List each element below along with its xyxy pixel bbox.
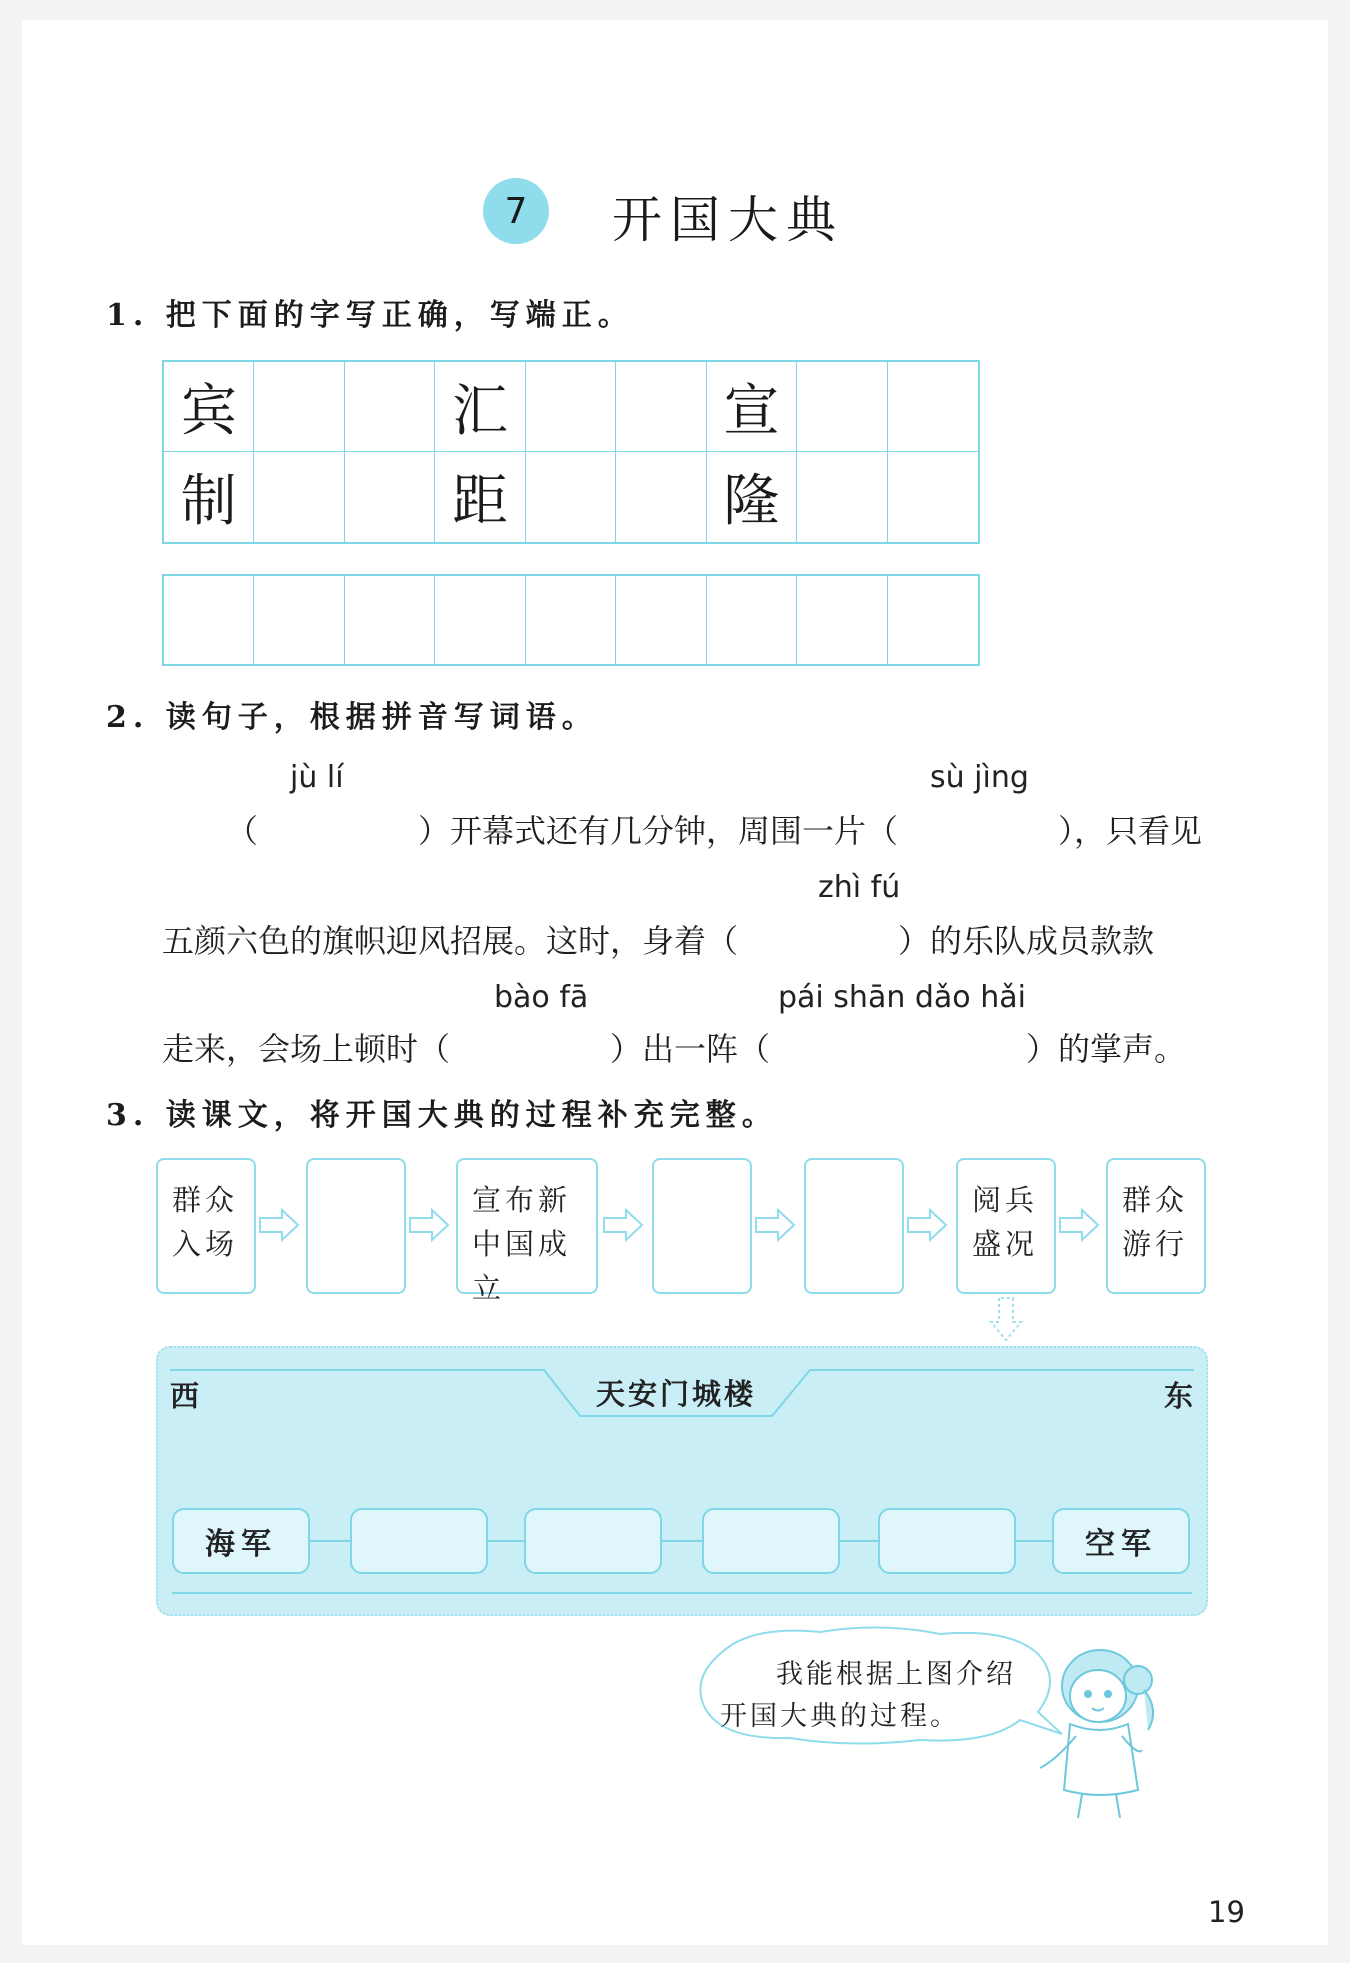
direction-west: 西 — [170, 1379, 200, 1413]
sentence-line-1: （ ）开幕式还有几分钟，周围一片（ ），只看见 — [226, 812, 1203, 850]
pinyin-baofa: bào fā — [494, 980, 589, 1015]
writing-cell[interactable] — [616, 576, 706, 664]
question-1-title: 1. 把下面的字写正确，写端正。 — [106, 298, 634, 333]
writing-cell[interactable] — [797, 452, 887, 542]
writing-cell[interactable] — [888, 452, 978, 542]
writing-cell[interactable] — [888, 576, 978, 664]
writing-cell[interactable] — [616, 452, 706, 542]
arrow-right-icon — [600, 1206, 646, 1244]
writing-cell[interactable] — [254, 362, 344, 452]
writing-cell[interactable] — [526, 452, 616, 542]
writing-cell[interactable] — [435, 576, 525, 664]
sentence-line-3: 走来，会场上顿时（ ）出一阵（ ）的掌声。 — [162, 1030, 1187, 1068]
arrow-right-icon — [406, 1206, 452, 1244]
grid-char-bin: 宾 — [164, 362, 254, 452]
writing-cell[interactable] — [345, 362, 435, 452]
unit-air-force: 空军 — [1052, 1508, 1190, 1574]
bubble-line-2: 开国大典的过程。 — [720, 1701, 960, 1732]
road-line — [172, 1590, 1192, 1596]
lesson-title: 开国大典 — [612, 191, 844, 249]
step-blank-3[interactable] — [804, 1158, 904, 1294]
lesson-number: 7 — [504, 190, 528, 232]
question-3-title: 3. 读课文，将开国大典的过程补充完整。 — [106, 1098, 778, 1133]
step-blank-2[interactable] — [652, 1158, 752, 1294]
grid-char-ju: 距 — [435, 452, 525, 542]
writing-cell[interactable] — [254, 452, 344, 542]
step-military-parade: 阅兵盛况 — [956, 1158, 1056, 1294]
writing-cell[interactable] — [526, 362, 616, 452]
writing-cell[interactable] — [164, 576, 254, 664]
arrow-right-icon — [256, 1206, 302, 1244]
lesson-number-badge — [483, 178, 549, 244]
arrow-right-icon — [752, 1206, 798, 1244]
step-blank-1[interactable] — [306, 1158, 406, 1294]
writing-cell[interactable] — [345, 576, 435, 664]
writing-cell[interactable] — [888, 362, 978, 452]
direction-east: 东 — [1164, 1379, 1194, 1413]
pinyin-sujing: sù jìng — [930, 760, 1029, 795]
arrow-right-icon — [1056, 1206, 1102, 1244]
writing-cell[interactable] — [526, 576, 616, 664]
bubble-line-1: 我能根据上图介绍 — [776, 1659, 1016, 1690]
writing-cell[interactable] — [254, 576, 344, 664]
character-practice-grid — [162, 360, 980, 544]
question-2-title: 2. 读句子，根据拼音写词语。 — [106, 700, 598, 735]
writing-cell[interactable] — [616, 362, 706, 452]
grid-char-zhi: 制 — [164, 452, 254, 542]
writing-cell[interactable] — [797, 576, 887, 664]
pinyin-juli: jù lí — [290, 760, 344, 795]
arrow-down-icon — [986, 1296, 1026, 1344]
unit-blank-3[interactable] — [702, 1508, 840, 1574]
grid-char-long: 隆 — [707, 452, 797, 542]
pinyin-zhifu: zhì fú — [818, 870, 901, 905]
unit-blank-1[interactable] — [350, 1508, 488, 1574]
step-crowd-enters: 群众入场 — [156, 1158, 256, 1294]
page-number: 19 — [1208, 1895, 1245, 1929]
blank-writing-grid — [162, 574, 980, 666]
unit-blank-4[interactable] — [878, 1508, 1016, 1574]
grid-char-xuan: 宣 — [707, 362, 797, 452]
unit-blank-2[interactable] — [524, 1508, 662, 1574]
step-founding-announced: 宣布新中国成立 — [456, 1158, 598, 1294]
grid-char-hui: 汇 — [435, 362, 525, 452]
sentence-line-2: 五颜六色的旗帜迎风招展。这时，身着（ ）的乐队成员款款 — [162, 922, 1155, 960]
arrow-right-icon — [904, 1206, 950, 1244]
step-crowd-parade: 群众游行 — [1106, 1158, 1206, 1294]
unit-navy: 海军 — [172, 1508, 310, 1574]
writing-cell[interactable] — [345, 452, 435, 542]
pinyin-paishandaohai: pái shān dǎo hǎi — [778, 980, 1026, 1015]
writing-cell[interactable] — [797, 362, 887, 452]
girl-illustration — [1020, 1640, 1180, 1830]
writing-cell[interactable] — [707, 576, 797, 664]
tiananmen-gate-label: 天安门城楼 — [596, 1377, 757, 1411]
